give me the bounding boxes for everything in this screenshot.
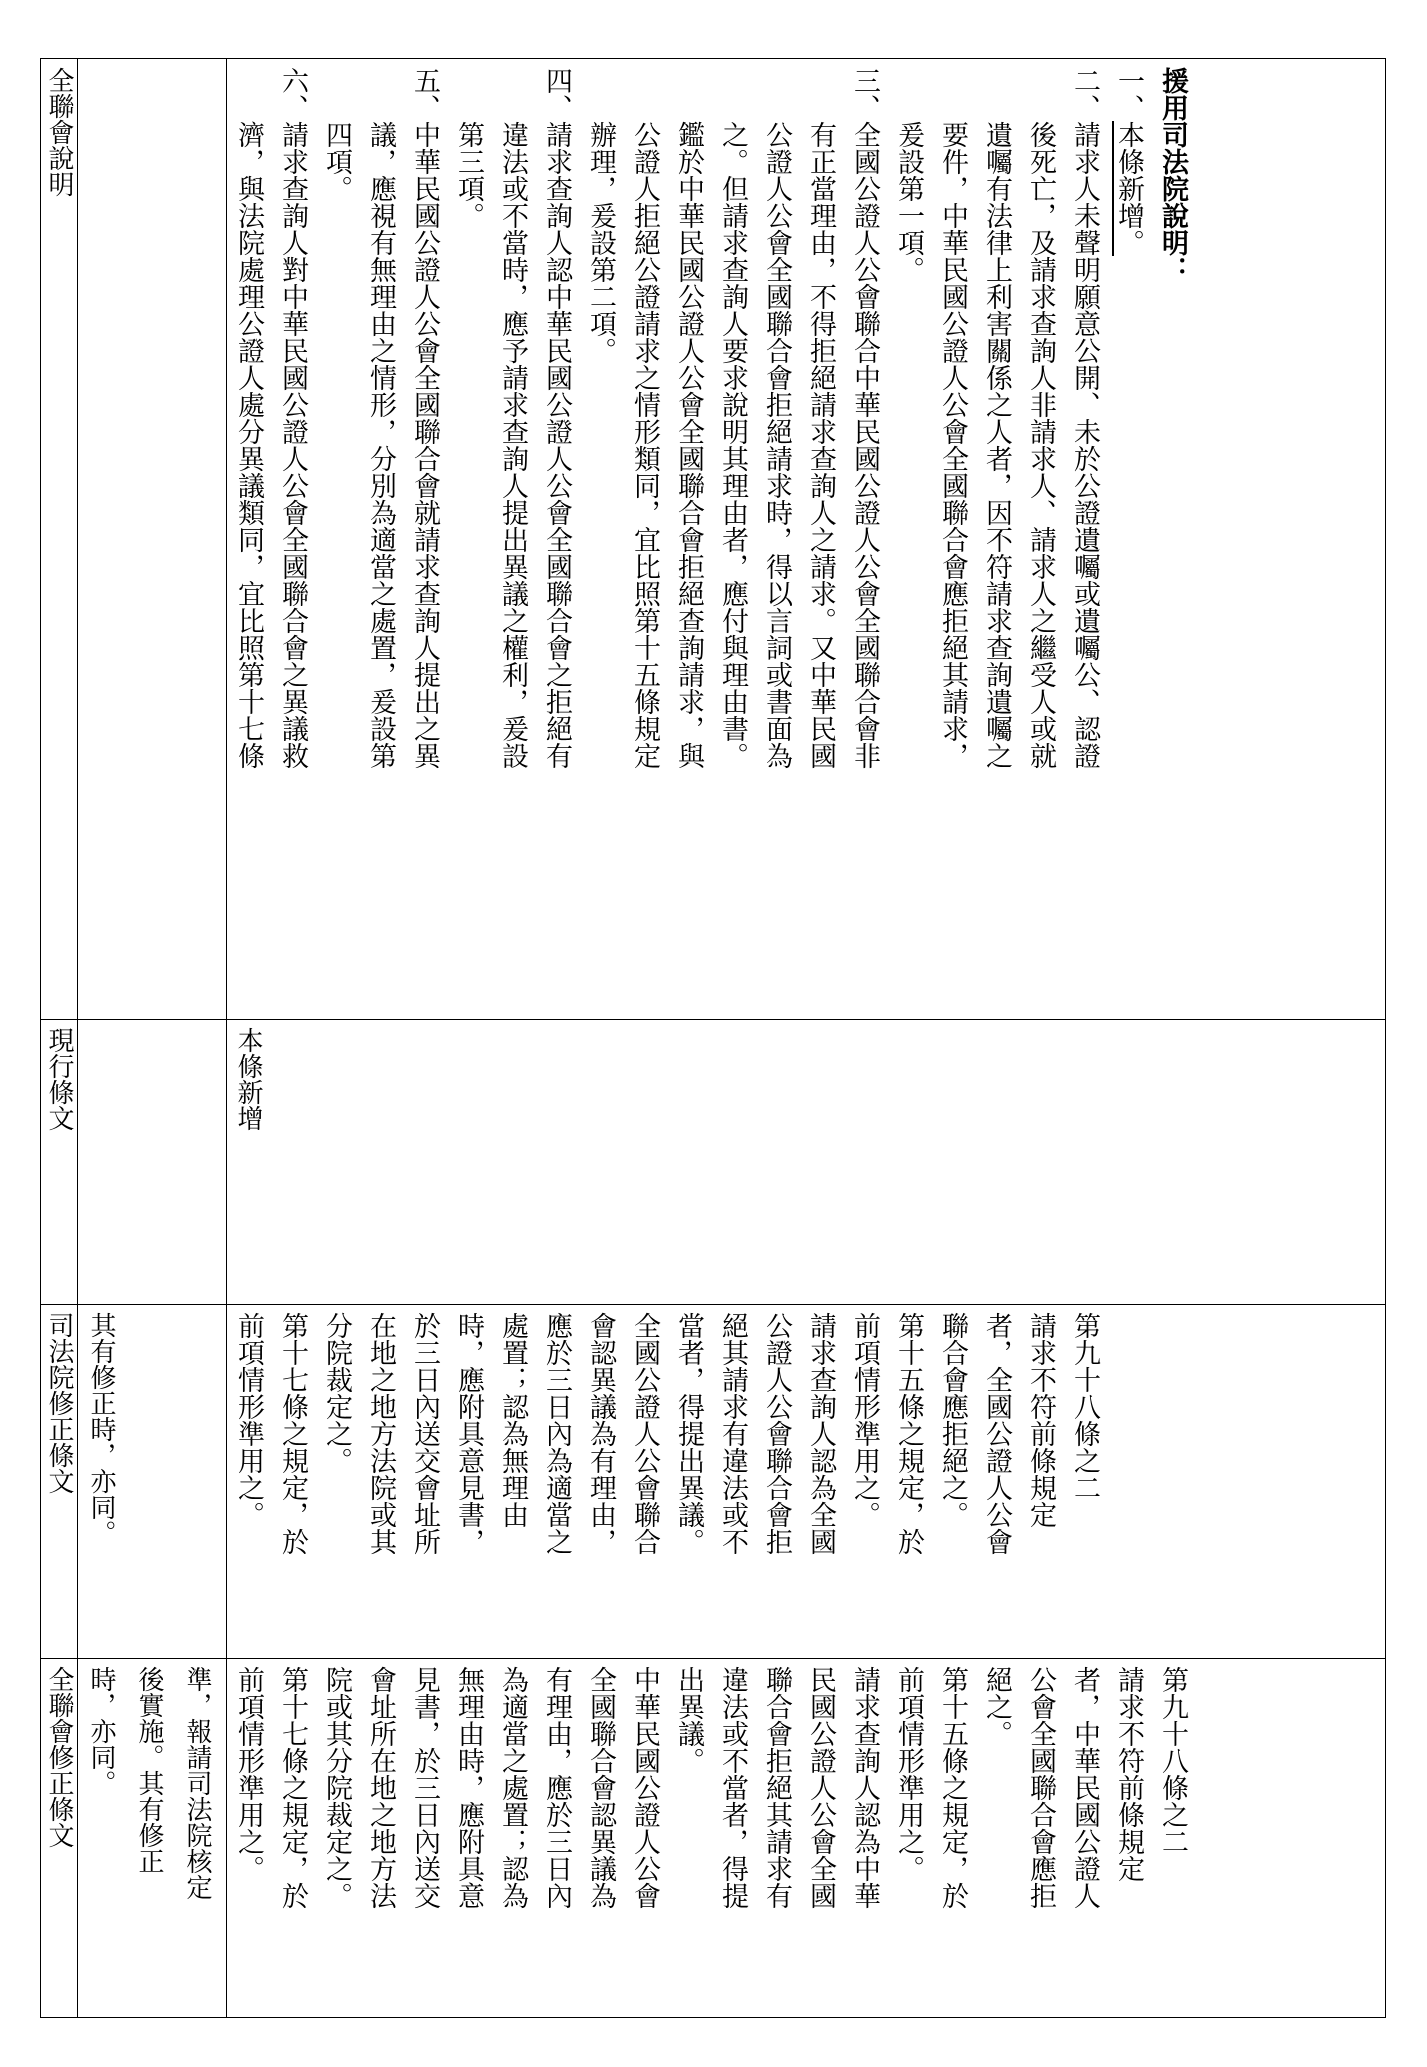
explanation-item6: 六、請求查詢人對中華民國公證人公會全國聯合會之異議救 濟，與法院處理公證人處分異議類同，宜比照第十七條: [233, 67, 308, 769]
header-col4-label: 全聯會說明: [44, 67, 74, 197]
prev-col4-text: [77, 59, 81, 1019]
header-col4: [41, 59, 77, 1019]
prev-col2-text: 其有修正時，亦同。: [86, 1312, 116, 1546]
explanation-item2: 二、請求人未聲明願意公開、未於公證遺囑或遺囑公、認證 後死亡，及請求查詢人非請求人、請求人之繼受人或就 遺囑有法律上利害關係之人者，因不符請求查詢遺囑之 要件，中華民國公證人公會全國聯合會應拒絕其請求， 爰設第一項。: [893, 67, 1100, 769]
header-col2: [41, 1304, 77, 1658]
explanation-item3: 三、全國公證人公會聯合中華民國公證人公會全國聯合會非 有正當理由，不得拒絕請求查詢人之請求。又中華民國 公證人公會全國聯合會拒絕請求時，得以言詞或書面為 之。但請求查詢人要求說明其理由者，應付與理由書。 鑑於中華民國公證人公會全國聯合會拒絕查詢請求，與 公證人拒絕公證請求之情形類同，宜比照第十五條規定 辦理，爰設第二項。: [585, 67, 880, 769]
main-col1: [226, 1658, 1387, 2019]
prev-col3: [77, 1019, 226, 1304]
explanation-heading: 援用司法院說明：: [1157, 67, 1188, 283]
main-col1-text: 第九十八條之二 請求不符前條規定 者，中華民國公證人 公會全國聯合會應拒 絕之。 第十五條之規定，於 前項情形準用之。 請求查詢人認為中華 民國公證人公會全國 聯合會拒絕其請求有 違法或不當者，得提 出異議。 中華民國公證人公會 全國聯合會認異議為 有理由，應於三日內 為適當之處置；認為 無理由時，應附具意 見書，於三日內送交 會址所在地之地方法 院或其分院裁定之。 第十七條之規定，於 前項情形準用之。: [233, 1666, 1188, 1909]
rotated-grid: [40, 58, 1386, 2018]
prev-col3-text: [77, 1019, 81, 1304]
header-col3-label: 現行條文: [44, 1027, 74, 1131]
main-col3: [226, 1019, 1387, 1304]
explanation-item1-num: 一、: [1113, 67, 1144, 121]
header-col2-label: 司法院修正條文: [44, 1312, 74, 1494]
main-col2: [226, 1304, 1387, 1658]
main-col2-text: 第九十八條之二 請求不符前條規定 者，全國公證人公會 聯合會應拒絕之。 第十五條之規定，於 前項情形準用之。 請求查詢人認為全國 公證人公會聯合會拒 絕其請求有違法或不 當者，得提出異議。 全國公證人公會聯合 會認異議為有理由， 應於三日內為適當之 處置；認為無理由 時，應附具意見書， 於三日內送交會址所 在地之地方法院或其 分院裁定之。 第十七條之規定，於 前項情形準用之。: [233, 1312, 1100, 1555]
prev-col1: [77, 1658, 226, 2019]
prev-col1-text: 準，報請司法院核定 後實施。其有修正 時，亦同。: [86, 1666, 212, 1900]
main-col4-body: [226, 59, 1198, 1019]
main-col3-text: 本條新增: [233, 1027, 263, 1131]
explanation-item1: 本條新增。: [1113, 121, 1144, 256]
explanation-item5: 五、中華民國公證人公會全國聯合會就請求查詢人提出之異 議，應視有無理由之情形，分別為適當之處置，爰設第 四項。: [321, 67, 440, 769]
prev-col4: [77, 59, 226, 1019]
header-col1-label: 全聯會修正條文: [44, 1666, 74, 1848]
prev-col2: [77, 1304, 226, 1658]
main-col4: [226, 59, 1387, 1019]
explanation-item4: 四、請求查詢人認中華民國公證人公會全國聯合會之拒絕有 違法或不當時，應予請求查詢人提出異議之權利，爰設 第三項。: [453, 67, 572, 769]
header-col3: [41, 1019, 77, 1304]
header-col1: [41, 1658, 77, 2019]
